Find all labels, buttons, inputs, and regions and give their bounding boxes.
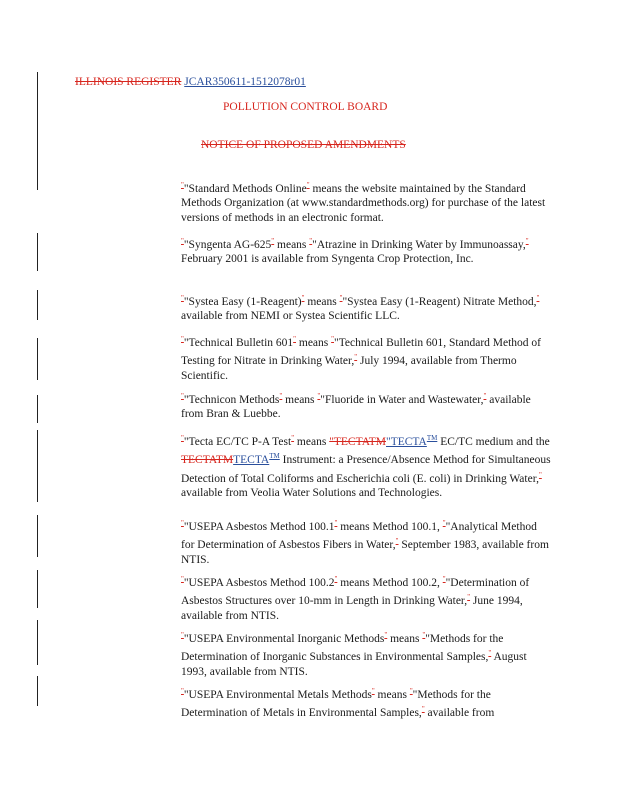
register-struck: ILLINOIS REGISTER bbox=[75, 76, 182, 88]
change-bar bbox=[37, 620, 38, 665]
definition-paragraph: ""Systea Easy (1-Reagent)" means ""Systea Easy (1-Reagent) Nitrate Method," available from NEMI or Systea Scientific LLC. bbox=[181, 294, 540, 323]
change-bar bbox=[37, 72, 38, 190]
change-bar bbox=[37, 395, 38, 423]
definition-paragraph: ""Technicon Methods" means ""Fluoride in Water and Wastewater," available from Bran & Luebbe. bbox=[181, 392, 531, 421]
change-bar bbox=[37, 290, 38, 320]
change-bar bbox=[37, 515, 38, 557]
change-bar bbox=[37, 430, 38, 502]
register-id: JCAR350611-1512078r01 bbox=[184, 76, 306, 88]
deleted-text: "TECTATM bbox=[329, 435, 386, 448]
definition-paragraph: ""USEPA Asbestos Method 100.2" means Method 100.2, ""Determination of Asbestos Structures over 10-mm in Length in Drinking Water," June 1994, available from NTIS. bbox=[181, 575, 530, 622]
definition-paragraph: ""USEPA Asbestos Method 100.1" means Method 100.1, ""Analytical Method for Determination of Asbestos Fibers in Water," September 1983, available from NTIS. bbox=[181, 519, 549, 566]
change-bar bbox=[37, 570, 38, 608]
change-bar bbox=[37, 338, 38, 380]
inserted-text: TECTA bbox=[233, 454, 270, 467]
definition-paragraph: ""Tecta EC/TC P-A Test" means "TECTATM"TECTA™ EC/TC medium and the TECTATMTECTA™ Instrument: a Presence/Absence Method for Simultaneous Detection of Total Coliforms and Escherichia coli (E. coli) in Drinking Water," available from Veolia Water Solutions and Technologies. bbox=[181, 434, 551, 499]
definition-paragraph: ""Syngenta AG-625" means ""Atrazine in Drinking Water by Immunoassay," February 2001 is available from Syngenta Crop Protection, Inc. bbox=[181, 237, 529, 266]
register-header bbox=[75, 76, 306, 88]
change-bar bbox=[37, 676, 38, 706]
definition-paragraph: ""Standard Methods Online" means the website maintained by the Standard Methods Organization (at www.standardmethods.org) for purchase of the latest versions of methods in an electronic format. bbox=[181, 181, 546, 224]
definition-paragraph: ""USEPA Environmental Inorganic Methods" means ""Methods for the Determination of Inorganic Substances in Environmental Samples," August 1993, available from NTIS. bbox=[181, 631, 527, 678]
deleted-text: TECTATM bbox=[181, 454, 234, 467]
inserted-text: "TECTA bbox=[386, 435, 427, 448]
definition-paragraph: ""USEPA Environmental Metals Methods" means ""Methods for the Determination of Metals in Environmental Samples," available from bbox=[181, 687, 495, 720]
change-bar bbox=[37, 233, 38, 271]
board-title: POLLUTION CONTROL BOARD bbox=[223, 101, 388, 113]
notice-title: NOTICE OF PROPOSED AMENDMENTS bbox=[201, 139, 406, 151]
definition-paragraph: ""Technical Bulletin 601" means ""Technical Bulletin 601, Standard Method of Testing for Nitrate in Drinking Water," July 1994, available from Thermo Scientific. bbox=[181, 335, 542, 382]
